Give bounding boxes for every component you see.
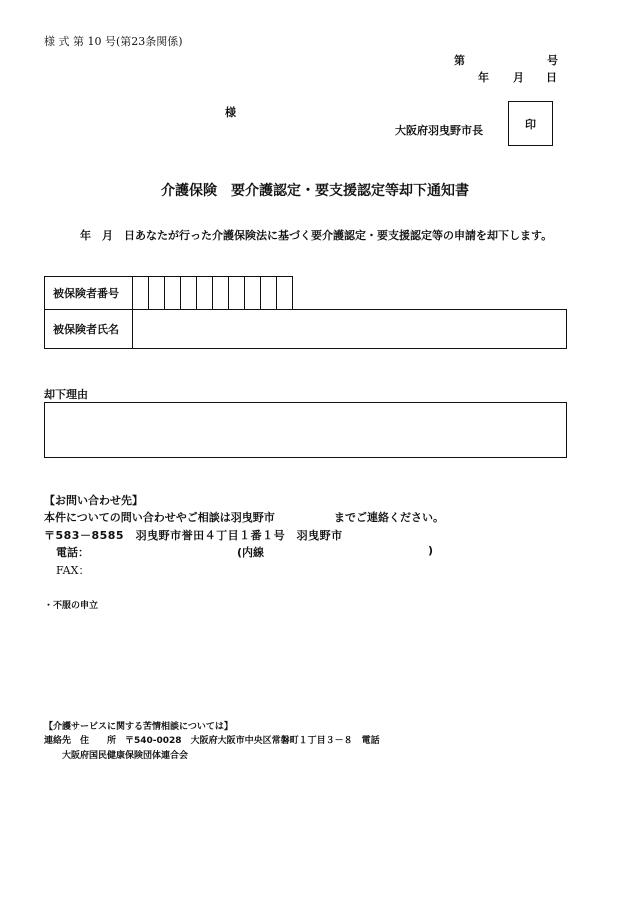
- intro-text: 年 月 日あなたが行った介護保険法に基づく要介護認定・要支援認定等の申請を却下します。: [80, 229, 553, 242]
- fax-label: FAX：: [56, 564, 90, 577]
- insured-number-label: 被保険者番号: [44, 276, 133, 310]
- complaint-heading: 【介護サービスに関する苦情相談については】: [44, 722, 233, 732]
- contact-text: 本件についての問い合わせやご相談は羽曳野市: [44, 511, 275, 524]
- contact-heading: 【お問い合わせ先】: [44, 494, 143, 507]
- digit-box[interactable]: [212, 276, 229, 310]
- complaint-address: 連絡先 住 所 〒540-0028 大阪府大阪市中央区常磐町１丁目３－８ 電話: [44, 736, 380, 746]
- digit-box[interactable]: [260, 276, 277, 310]
- digit-box[interactable]: [180, 276, 197, 310]
- digit-box[interactable]: [164, 276, 181, 310]
- seal-box: 印: [508, 101, 553, 146]
- date-year-label: 年: [478, 71, 489, 84]
- insured-number-field[interactable]: [132, 276, 293, 310]
- rejection-reason-field[interactable]: [44, 402, 567, 458]
- contact-address: 〒583－8585 羽曳野市誉田４丁目１番１号 羽曳野市: [44, 529, 343, 542]
- complaint-organization: 大阪府国民健康保険団体連合会: [62, 751, 189, 761]
- digit-box[interactable]: [276, 276, 293, 310]
- form-number: 様 式 第 10 号(第23条関係): [44, 35, 183, 48]
- date-day-label: 日: [546, 71, 557, 84]
- page-title: 介護保険 要介護認定・要支援認定等却下通知書: [161, 183, 469, 199]
- phone-label: 電話：: [56, 546, 89, 559]
- issuer-name: 大阪府羽曳野市長: [395, 124, 483, 137]
- extension-label: (内線: [237, 546, 265, 559]
- document-number-suffix: 号: [547, 54, 558, 67]
- appeal-heading: ・不服の申立: [44, 601, 99, 611]
- insured-name-label: 被保険者氏名: [44, 309, 133, 349]
- insured-name-field[interactable]: [132, 309, 567, 349]
- extension-close: ): [428, 544, 434, 557]
- rejection-reason-label: 却下理由: [44, 388, 88, 401]
- contact-text-end: までご連絡ください。: [334, 511, 444, 524]
- date-month-label: 月: [513, 71, 524, 84]
- addressee-suffix: 様: [225, 106, 236, 119]
- digit-box[interactable]: [148, 276, 165, 310]
- digit-box[interactable]: [228, 276, 245, 310]
- digit-box[interactable]: [132, 276, 149, 310]
- digit-box[interactable]: [244, 276, 261, 310]
- digit-box[interactable]: [196, 276, 213, 310]
- document-number-prefix: 第: [454, 54, 465, 67]
